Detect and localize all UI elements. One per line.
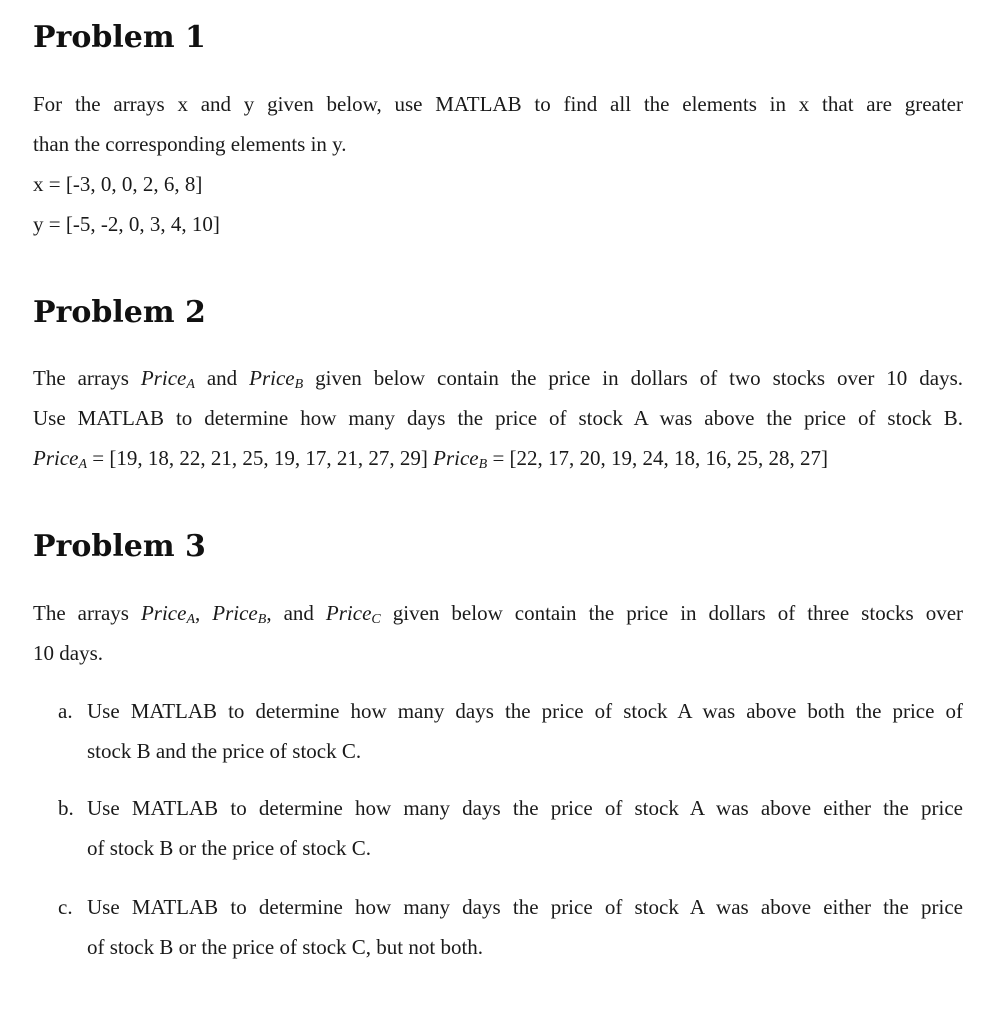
price-c-word: Price [325, 601, 372, 625]
list-item-c-continued: of stock B or the price of stock C, but not both. [87, 935, 484, 959]
list-item-b [58, 795, 963, 821]
list-marker: c. [58, 895, 73, 919]
price-a-word: Price [33, 446, 79, 470]
problem-3-text-part: , [195, 601, 213, 625]
list-item-text: Use MATLAB to determine how many days the price of stock A was above either the price [87, 895, 963, 919]
price-b-values: = [22, 17, 20, 19, 24, 18, 16, 25, 28, 27] [487, 446, 829, 470]
price-a-subscript: A [78, 457, 88, 472]
problem-3-text-part: given below contain the price in dollars of three stocks over [380, 601, 964, 625]
list-item-c [58, 894, 963, 920]
list-item-text: Use MATLAB to determine how many days the price of stock A was above both the price of [87, 699, 963, 723]
problem-2-text-part: given below contain the price in dollars of two stocks over 10 days. [303, 366, 964, 390]
list-item-a-continued: stock B and the price of stock C. [87, 739, 362, 763]
problem-2-text-part: The arrays [33, 366, 141, 390]
problem-3-text-line-1 [33, 600, 963, 633]
price-a-symbol [33, 446, 87, 470]
problem-1-x-equation: x = [-3, 0, 0, 2, 6, 8] [33, 172, 203, 196]
problem-3-text-part: , and [266, 601, 326, 625]
price-b-subscript: B [478, 457, 488, 472]
problem-1-text-line-2: than the corresponding elements in y. [33, 132, 347, 156]
problem-2-price-equations [33, 445, 963, 478]
price-a-symbol [141, 601, 195, 625]
price-a-subscript: A [186, 612, 196, 627]
list-marker: b. [58, 796, 74, 820]
problem-1-text-line-1: For the arrays x and y given below, use MATLAB to find all the elements in x that are greater [33, 92, 963, 116]
price-c-symbol [326, 601, 381, 625]
list-item-text: Use MATLAB to determine how many days the price of stock A was above either the price [87, 796, 963, 820]
price-b-subscript: B [257, 612, 267, 627]
price-c-subscript: C [371, 612, 381, 627]
price-a-values: = [19, 18, 22, 21, 25, 19, 17, 21, 27, 29] [87, 446, 434, 470]
problem-2-heading: Problem 2 [33, 295, 206, 330]
problem-1-y-equation: y = [-5, -2, 0, 3, 4, 10] [33, 212, 220, 236]
price-b-subscript: B [294, 377, 304, 392]
problem-3-text-part: The arrays [33, 601, 141, 625]
problem-2-text-line-2: Use MATLAB to determine how many days the price of stock A was above the price of stock B. [33, 406, 963, 430]
problem-1-heading: Problem 1 [33, 20, 206, 55]
price-b-symbol [433, 446, 487, 470]
problem-3-text-line-2: 10 days. [33, 641, 103, 665]
list-item-b-continued: of stock B or the price of stock C. [87, 836, 372, 860]
price-b-symbol [249, 366, 303, 390]
price-b-word: Price [433, 446, 479, 470]
price-b-word: Price [212, 601, 258, 625]
problem-3-heading: Problem 3 [33, 529, 206, 564]
list-marker: a. [58, 699, 73, 723]
price-a-symbol [141, 366, 195, 390]
price-b-symbol [212, 601, 266, 625]
problem-2-text-line-1 [33, 365, 963, 398]
problem-2-text-part: and [194, 366, 250, 390]
list-item-a [58, 698, 963, 724]
price-a-word: Price [140, 601, 187, 625]
price-a-subscript: A [186, 377, 195, 392]
price-a-word: Price [140, 366, 187, 390]
price-b-word: Price [249, 366, 295, 390]
